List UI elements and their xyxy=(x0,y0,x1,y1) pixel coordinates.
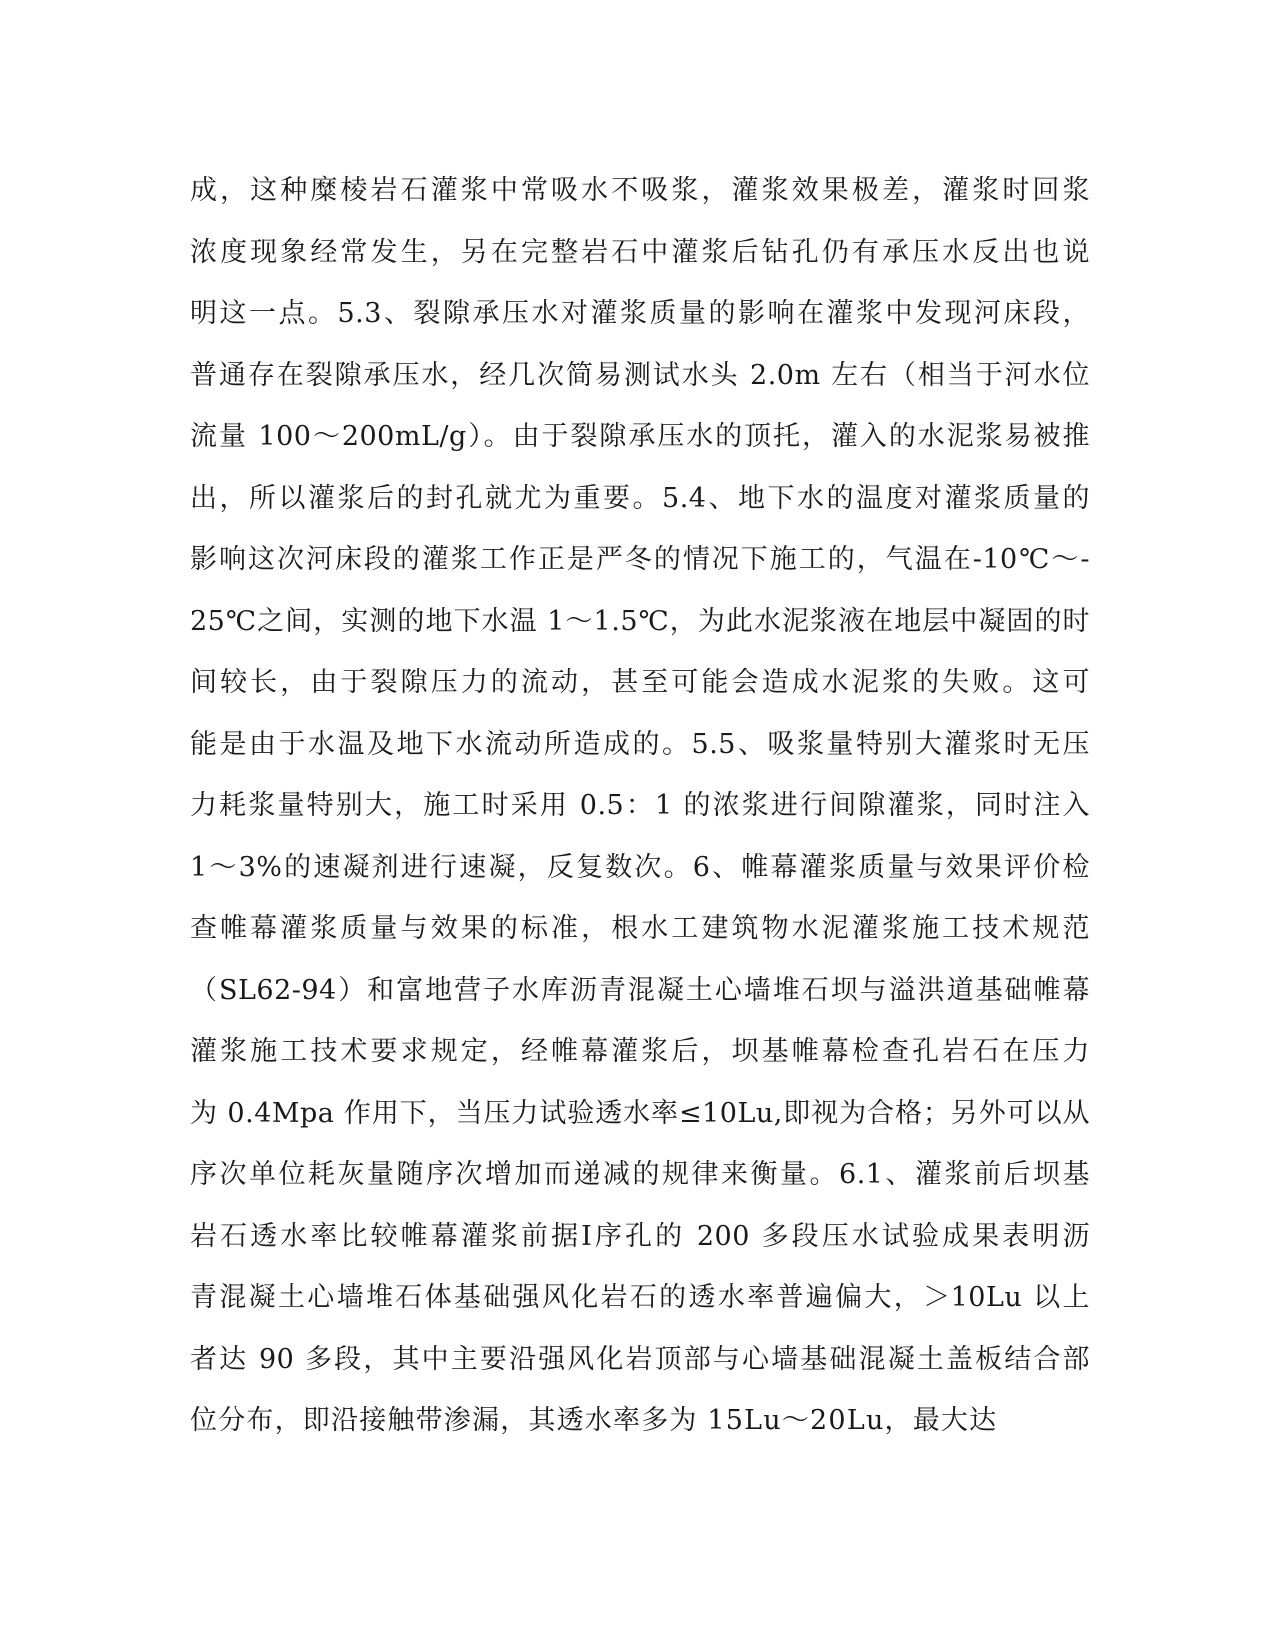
body-text xyxy=(190,160,1090,1452)
text-line: 间较长，由于裂隙压力的流动，甚至可能会造成水泥浆的失败。这可 xyxy=(190,667,1090,698)
text-line: 明这一点。5.3、裂隙承压水对灌浆质量的影响在灌浆中发现河床段， xyxy=(190,298,1090,329)
text-line: 查帷幕灌浆质量与效果的标准，根水工建筑物水泥灌浆施工技术规范 xyxy=(190,913,1090,944)
text-line: 序次单位耗灰量随序次增加而递减的规律来衡量。6.1、灌浆前后坝基 xyxy=(190,1159,1090,1190)
text-line: （SL62-94）和富地营子水库沥青混凝土心墙堆石坝与溢洪道基础帷幕 xyxy=(190,974,1090,1006)
text-line: 影响这次河床段的灌浆工作正是严冬的情况下施工的，气温在-10℃～- xyxy=(190,544,1090,575)
text-line: 流量 100～200mL/g）。由于裂隙承压水的顶托，灌入的水泥浆易被推 xyxy=(190,421,1090,452)
text-line: 成，这种糜棱岩石灌浆中常吸水不吸浆，灌浆效果极差，灌浆时回浆 xyxy=(190,175,1090,206)
text-line: 1～3%的速凝剂进行速凝，反复数次。6、帷幕灌浆质量与效果评价检 xyxy=(190,851,1090,883)
text-line: 出，所以灌浆后的封孔就尤为重要。5.4、地下水的温度对灌浆质量的 xyxy=(190,482,1090,514)
text-line: 灌浆施工技术要求规定，经帷幕灌浆后，坝基帷幕检查孔岩石在压力 xyxy=(190,1036,1090,1067)
text-line: 浓度现象经常发生，另在完整岩石中灌浆后钻孔仍有承压水反出也说 xyxy=(190,236,1090,268)
text-line: 岩石透水率比较帷幕灌浆前据Ⅰ序孔的 200 多段压水试验成果表明沥 xyxy=(190,1220,1090,1252)
text-line: 位分布，即沿接触带渗漏，其透水率多为 15Lu～20Lu，最大达 xyxy=(190,1405,998,1436)
text-line: 力耗浆量特别大，施工时采用 0.5：1 的浓浆进行间隙灌浆，同时注入 xyxy=(190,790,1090,821)
text-line: 能是由于水温及地下水流动所造成的。5.5、吸浆量特别大灌浆时无压 xyxy=(190,728,1090,760)
text-line: 者达 90 多段，其中主要沿强风化岩顶部与心墙基础混凝土盖板结合部 xyxy=(190,1343,1090,1375)
text-line: 25℃之间，实测的地下水温 1～1.5℃，为此水泥浆液在地层中凝固的时 xyxy=(190,605,1090,637)
text-line: 为 0.4Mpa 作用下，当压力试验透水率≤10Lu,即视为合格；另外可以从 xyxy=(190,1097,1090,1129)
text-line: 青混凝土心墙堆石体基础强风化岩石的透水率普遍偏大，＞10Lu 以上 xyxy=(190,1282,1090,1313)
text-line: 普通存在裂隙承压水，经几次简易测试水头 2.0m 左右（相当于河水位 xyxy=(190,359,1090,391)
